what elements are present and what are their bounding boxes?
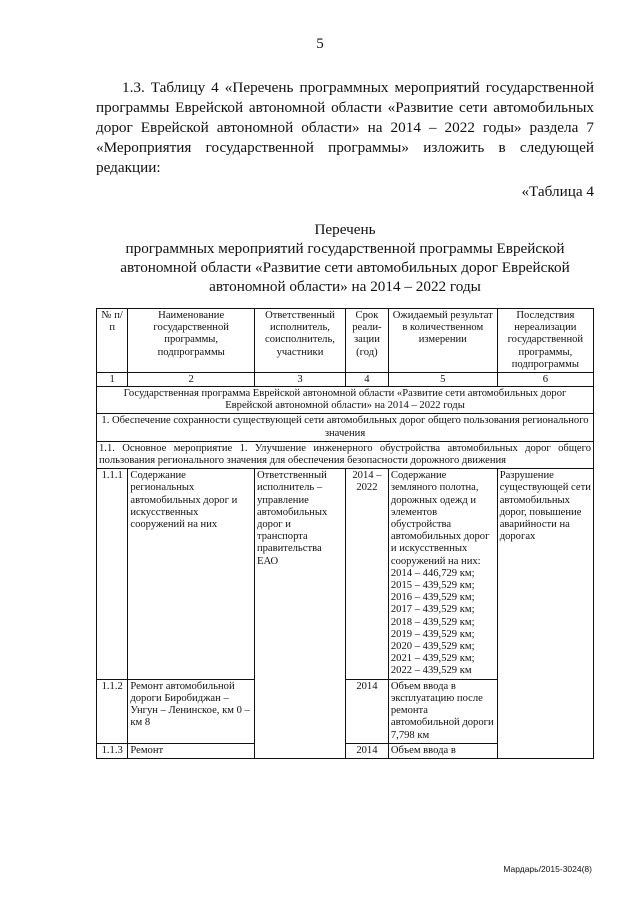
table-label: «Таблица 4 xyxy=(521,183,594,200)
result-line: 2018 – 439,529 км; xyxy=(390,616,475,628)
row-name: Ремонт xyxy=(128,743,255,758)
column-index: 1 xyxy=(97,373,128,387)
header-cell-term: Срок реали-зации (год) xyxy=(345,309,388,373)
row-number: 1.1.3 xyxy=(97,743,128,758)
title-line: автономной области» на 2014 – 2022 годы xyxy=(209,278,481,295)
main-event-row xyxy=(97,441,594,468)
header-cell-result: Ожидаемый результат в количественном измерении xyxy=(388,309,497,373)
intro-paragraph: 1.3. Таблицу 4 «Перечень программных мероприятий государственной программы Еврейской автономной области «Развитие сети автомобильных дорог Еврейской автономной области» на 2014 – 2022 годы» раздела 7 «Мероприятия государственной программы» изложить в следующей редакции: xyxy=(96,79,594,176)
table-row xyxy=(97,469,594,679)
column-index: 2 xyxy=(128,373,255,387)
result-line: 2016 – 439,529 км; xyxy=(390,592,475,604)
header-cell-name: Наименование государственной программы, подпрограммы xyxy=(128,309,255,373)
row-result-lines xyxy=(391,568,495,678)
result-line: 2015 – 439,529 км; xyxy=(390,580,475,592)
row-result xyxy=(388,469,497,679)
row-result-intro: Содержание земляного полотна, дорожных одежд и элементов обустройства автомобильных дорог и искусственных сооружений на них: xyxy=(390,470,490,567)
header-cell-consequence: Последствия нереализации государственной программы, подпрограммы xyxy=(497,309,593,373)
main-event-cell: 1.1. Основное мероприятие 1. Улучшение инженерного обустройства автомобильных дорог общего пользования регионального значения для обеспечения безопасности дорожного движения xyxy=(97,441,594,468)
footer-reference: Мардарь/2015-3024(8) xyxy=(503,864,592,874)
row-name: Ремонт автомобильной дороги Биробиджан – Унгун – Ленинское, км 0 – км 8 xyxy=(128,679,255,743)
column-index: 6 xyxy=(497,373,593,387)
row-responsible: Ответственный исполнитель – управление автомобильных дорог и транспорта правительства ЕАО xyxy=(254,469,345,759)
result-line: 2021 – 439,529 км; xyxy=(390,653,475,665)
page-number: 5 xyxy=(316,36,324,52)
program-events-table xyxy=(96,308,594,759)
row-number: 1.1.1 xyxy=(97,469,128,679)
column-index-row xyxy=(97,373,594,387)
result-line: 2017 – 439,529 км; xyxy=(390,604,475,616)
title-line: программных мероприятий государственной программы Еврейской xyxy=(125,240,565,257)
row-number: 1.1.2 xyxy=(97,679,128,743)
header-cell-number: № п/п xyxy=(97,309,128,373)
document-title xyxy=(96,220,594,296)
result-line: 2014 – 446,729 км; xyxy=(390,567,475,579)
column-index: 4 xyxy=(345,373,388,387)
task-row-cell: 1. Обеспечение сохранности существующей сети автомобильных дорог общего пользования регионального значения xyxy=(97,414,594,441)
row-result: Объем ввода в xyxy=(388,743,497,758)
row-name: Содержание региональных автомобильных дорог и искусственных сооружений на них xyxy=(128,469,255,679)
header-cell-responsible: Ответственный исполнитель, соисполнитель, участники xyxy=(254,309,345,373)
column-index: 3 xyxy=(254,373,345,387)
program-row-cell: Государственная программа Еврейской автономной области «Развитие сети автомобильных дорог Еврейской автономной области» на 2014 – 2022 годы xyxy=(97,387,594,414)
result-line: 2022 – 439,529 км xyxy=(390,665,472,677)
title-heading: Перечень xyxy=(314,221,376,238)
row-result: Объем ввода в эксплуатацию после ремонта автомобильной дороги 7,798 км xyxy=(388,679,497,743)
row-consequence: Разрушение существующей сети автомобильных дорог, повышение аварийности на дорогах xyxy=(497,469,593,759)
column-index: 5 xyxy=(388,373,497,387)
title-line: автономной области «Развитие сети автомобильных дорог Еврейской xyxy=(120,259,570,276)
program-row xyxy=(97,387,594,414)
result-line: 2020 – 439,529 км; xyxy=(390,641,475,653)
task-row xyxy=(97,414,594,441)
row-term: 2014 xyxy=(345,679,388,743)
row-term: 2014 – 2022 xyxy=(345,469,388,679)
table-header-row xyxy=(97,309,594,373)
row-term: 2014 xyxy=(345,743,388,758)
result-line: 2019 – 439,529 км; xyxy=(390,628,475,640)
